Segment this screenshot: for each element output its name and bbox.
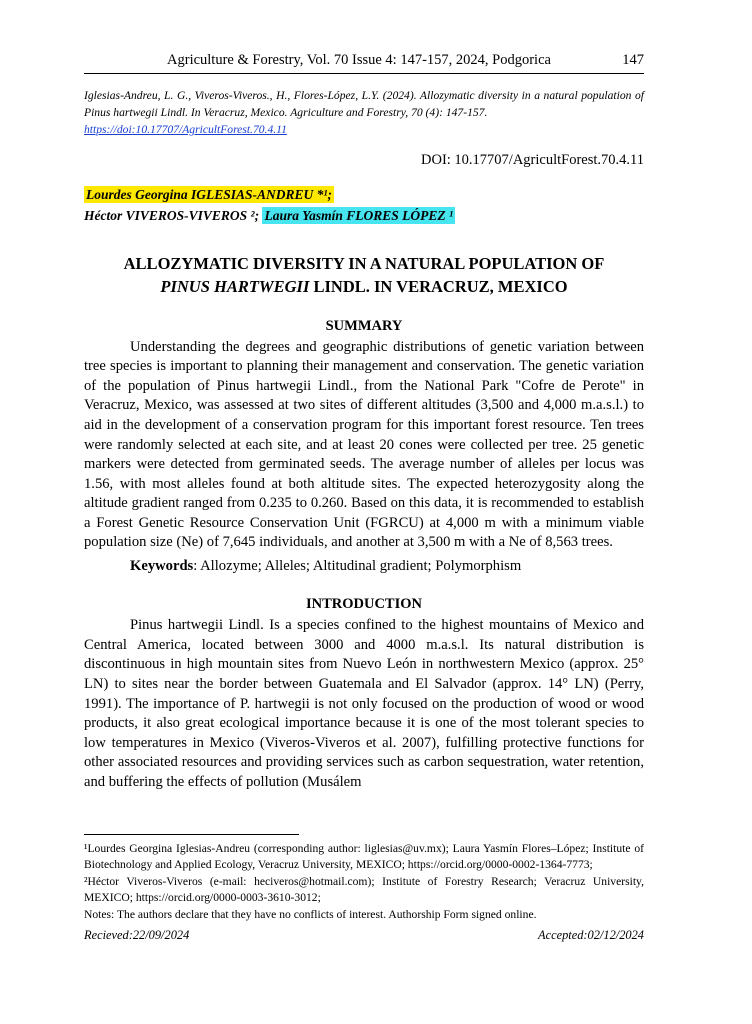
title-line-2 bbox=[84, 276, 644, 298]
accepted-date: Accepted:02/12/2024 bbox=[538, 928, 644, 943]
footnote-notes: Notes: The authors declare that they have no conflicts of interest. Authorship Form signed online. bbox=[84, 907, 537, 921]
introduction-heading: INTRODUCTION bbox=[305, 596, 422, 613]
footnote-separator bbox=[84, 834, 299, 835]
keywords-label: Keywords bbox=[130, 557, 194, 574]
author-line-2-plain: Héctor VIVEROS-VIVEROS ²; bbox=[84, 208, 260, 224]
running-head-journal: Agriculture & Forestry, Vol. 70 Issue 4: 147-157, 2024, Podgorica bbox=[167, 52, 551, 68]
citation-doi-link[interactable]: https://doi:10.17707/AgricultForest.70.4.11 bbox=[84, 122, 287, 136]
keywords-line bbox=[84, 557, 644, 577]
page-number: 147 bbox=[622, 52, 644, 68]
introduction-paragraph: Pinus hartwegii Lindl. Is a species confined to the highest mountains of Mexico and Central America, located between 3000 and 4000 m.a.s.l. Its natural distribution is discontinuous in high mountain sites from Nuevo León in northwestern Mexico (approx. 25° LN) to sites near the border between Guatemala and El Salvador (approx. 14° LN) (Perry, 1991). The importance of P. hartwegii is not only focused on the production of wood or wood products, it also great ecological importance because it is one of the most tolerant species to low temperatures in Mexico (Viveros-Viveros et al. 2007), fulfilling protective functions for other associated resources and providing services such as carbon sequestration, water retention, and buffering the effects of pollution (Musálem bbox=[84, 617, 644, 790]
footnote-1: ¹Lourdes Georgina Iglesias-Andreu (corresponding author: liglesias@uv.mx); Laura Yasmín Flores–López; Institute of Biotechnology and Applied Ecology, Veracruz University, MEXICO; https://orcid.org/0000-0002-1364-7773; bbox=[84, 842, 644, 872]
keywords-value: : Allozyme; Alleles; Altitudinal gradient; Polymorphism bbox=[193, 557, 522, 574]
author-line-2-highlighted: Laura Yasmín FLORES LÓPEZ ¹ bbox=[264, 208, 454, 224]
page-title bbox=[84, 253, 644, 298]
running-head bbox=[84, 52, 644, 74]
page-content bbox=[84, 52, 644, 792]
title-line-1: ALLOZYMATIC DIVERSITY IN A NATURAL POPULATION OF bbox=[123, 254, 605, 274]
summary-paragraph: Understanding the degrees and geographic distributions of genetic variation between tree species is important to planning their management and conservation. The genetic variation of the population of Pinus hartwegii Lindl., from the National Park "Cofre de Perote" in Veracruz, Mexico, was assessed at two sites of different altitudes (3,500 and 4,000 m.a.s.l.) to aid in the development of a conservation program for this important forest resource. Ten trees were randomly selected at each site, and at least 20 cones were collected per tree. 25 genetic markers were detected from germinated seeds. The average number of alleles per locus was 1.56, with most alleles found at both altitude sites. The expected heterozygosity along the altitude gradient ranged from 0.235 to 0.260. Based on this data, it is recommended to establish a Forest Genetic Resource Conservation Unit (FGRCU) at 4,000 m with a minimum viable population size (Ne) of 7,645 individuals, and another at 3,500 m with a Ne of 8,563 trees. bbox=[84, 338, 644, 551]
author-line-1: Lourdes Georgina IGLESIAS-ANDREU *¹; bbox=[86, 187, 332, 203]
footnote-dates bbox=[84, 928, 644, 943]
citation-block bbox=[84, 88, 644, 138]
citation-text: Iglesias-Andreu, L. G., Viveros-Viveros., H., Flores-López, L.Y. (2024). Allozymatic diversity in a natural population of Pinus hartwegii Lindl. In Veracruz, Mexico. Agriculture and Forestry, 70 (4): 147-157. bbox=[84, 89, 644, 119]
title-species-name: PINUS HARTWEGII bbox=[160, 276, 310, 296]
summary-heading: SUMMARY bbox=[325, 317, 403, 334]
footnote-2: ²Héctor Viveros-Viveros (e-mail: heciveros@hotmail.com); Institute of Forestry Research; Veracruz University, MEXICO; https://orcid.org/0000-0003-3610-3012; bbox=[84, 874, 644, 905]
received-date: Recieved:22/09/2024 bbox=[84, 928, 190, 943]
title-line-2-rest: LINDL. IN VERACRUZ, MEXICO bbox=[313, 276, 568, 296]
doi-line: DOI: 10.17707/AgricultForest.70.4.11 bbox=[421, 152, 644, 169]
author-list bbox=[84, 185, 644, 227]
footnotes-block bbox=[84, 834, 644, 943]
